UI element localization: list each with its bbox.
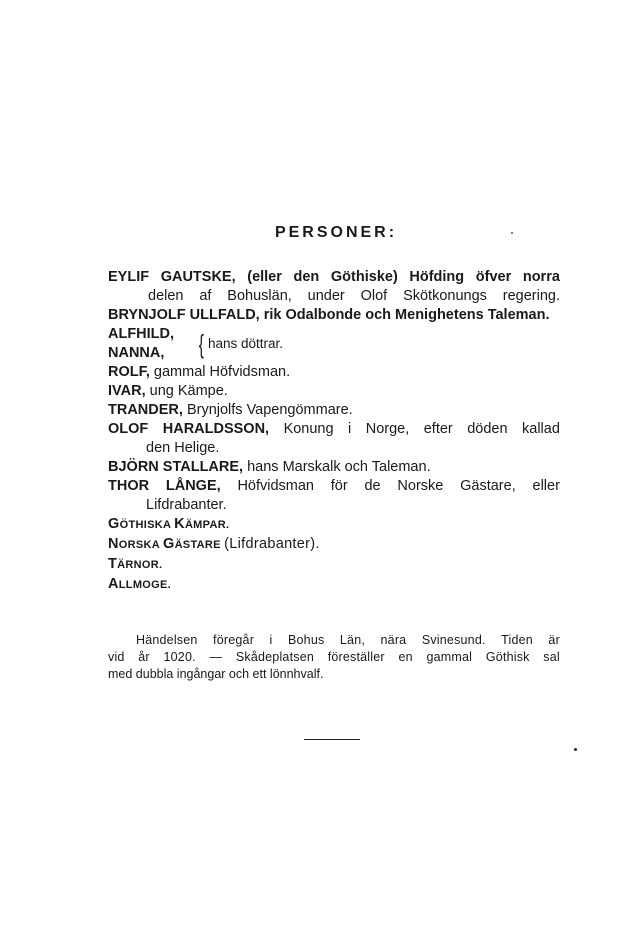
word: Gästare,: [460, 478, 516, 494]
person-alfhild: ALFHILD,: [108, 326, 175, 342]
person-thor-line1: [108, 477, 560, 496]
word: norra: [522, 269, 560, 285]
word: Händelsen: [136, 633, 198, 647]
scene-note-line2: [108, 649, 560, 666]
person-olof-line2: den Helige.: [146, 440, 220, 456]
word: är: [548, 633, 560, 647]
scene-note-line1: [108, 632, 560, 649]
word: —: [209, 650, 223, 664]
person-brynjolf-text: BRYNJOLF ULLFALD, rik Odalbonde och Menighetens Taleman.: [108, 307, 550, 323]
word: LÅNGE,: [165, 478, 221, 494]
word: regering.: [502, 288, 560, 304]
word: sal: [543, 650, 560, 664]
person-olof-line1: [108, 420, 560, 439]
daughters-group: [108, 325, 560, 363]
word: EYLIF: [108, 269, 150, 285]
group-allmoge: [108, 575, 560, 595]
daughters-description: hans döttrar.: [208, 336, 284, 351]
word: för: [330, 478, 348, 494]
person-brynjolf: [108, 306, 560, 325]
word: den: [293, 269, 320, 285]
word: Göthiske): [330, 269, 398, 285]
norska-rest-2: ÄSTARE: [174, 539, 221, 551]
allmoge-initial: A: [108, 576, 119, 592]
gothiska-initial-1: G: [108, 516, 120, 532]
norska-initial-2: G: [162, 536, 175, 552]
scene-note-line3: med dubbla ingångar och ett lönnhvalf.: [108, 667, 324, 681]
tarnor-rest: ÄRNOR.: [117, 559, 163, 571]
word: Skötkonungs: [403, 288, 487, 304]
group-norska-gastare: [108, 535, 560, 555]
word: Tiden: [501, 633, 533, 647]
word: Bohus: [287, 633, 325, 647]
person-ivar: IVAR, ung Kämpe.: [108, 383, 228, 399]
word: Konung: [283, 421, 334, 437]
word: i: [348, 421, 352, 437]
person-thor-line2: Lifdrabanter.: [146, 497, 227, 513]
word: Skådeplatsen: [235, 650, 314, 664]
group-gothiska-kampar: [108, 515, 560, 535]
word: Höfvidsman: [237, 478, 314, 494]
person-nanna: NANNA,: [108, 345, 165, 361]
brace-icon: {: [198, 329, 204, 359]
word: delen: [148, 288, 184, 304]
word: år: [138, 650, 150, 664]
word: kallad: [522, 421, 560, 437]
scene-note: [108, 632, 560, 683]
word: 1020.: [163, 650, 196, 664]
person-rolf: ROLF, gammal Höfvidsman.: [108, 364, 291, 380]
word: föreställer: [327, 650, 385, 664]
gothiska-rest-2: ÄMPAR.: [184, 519, 230, 531]
word: Norske: [397, 478, 444, 494]
end-rule: [304, 739, 360, 740]
word: föregår: [213, 633, 255, 647]
allmoge-rest: LLMOGE.: [118, 579, 171, 591]
word: (eller: [247, 269, 282, 285]
gothiska-initial-2: K: [174, 516, 185, 532]
word: Olof: [360, 288, 388, 304]
word: af: [199, 288, 212, 304]
word: Län,: [339, 633, 366, 647]
person-bjorn: BJÖRN STALLARE, hans Marskalk och Taleman.: [108, 459, 431, 475]
name-part: ROLF,: [108, 364, 150, 380]
word: nära: [380, 633, 407, 647]
word: de: [364, 478, 381, 494]
word: i: [269, 633, 273, 647]
person-trander: TRANDER, Brynjolfs Vapengömmare.: [108, 402, 353, 418]
name-part: IVAR,: [108, 383, 146, 399]
person-eylif-line2: [108, 287, 560, 306]
word: döden: [467, 421, 508, 437]
word: efter: [423, 421, 453, 437]
speck-right: [574, 748, 577, 751]
tarnor-initial: T: [108, 556, 118, 572]
cast-list: [108, 268, 560, 595]
name-part: BJÖRN STALLARE,: [108, 459, 244, 475]
word: vid: [108, 650, 125, 664]
word: öfver: [475, 269, 512, 285]
norska-tail: (Lifdrabanter).: [224, 536, 320, 552]
word: THOR: [108, 478, 150, 494]
word: GAUTSKE,: [160, 269, 236, 285]
word: Norge,: [365, 421, 410, 437]
word: HARALDSSON,: [162, 421, 270, 437]
name-part: TRANDER,: [108, 402, 183, 418]
word: Höfding: [409, 269, 465, 285]
word: gammal: [426, 650, 473, 664]
norska-rest-1: ORSKA: [118, 539, 160, 551]
word: eller: [532, 478, 560, 494]
page-title: PERSONER:: [274, 224, 398, 241]
group-tarnor: [108, 555, 560, 575]
word: under: [307, 288, 345, 304]
word: Bohuslän,: [227, 288, 292, 304]
word: OLOF: [108, 421, 149, 437]
word: Svinesund.: [421, 633, 486, 647]
word: Göthisk: [485, 650, 530, 664]
gothiska-rest-1: ÖTHISKA: [119, 519, 171, 531]
word: en: [398, 650, 413, 664]
norska-initial-1: N: [108, 536, 119, 552]
person-eylif-line1: [108, 268, 560, 287]
